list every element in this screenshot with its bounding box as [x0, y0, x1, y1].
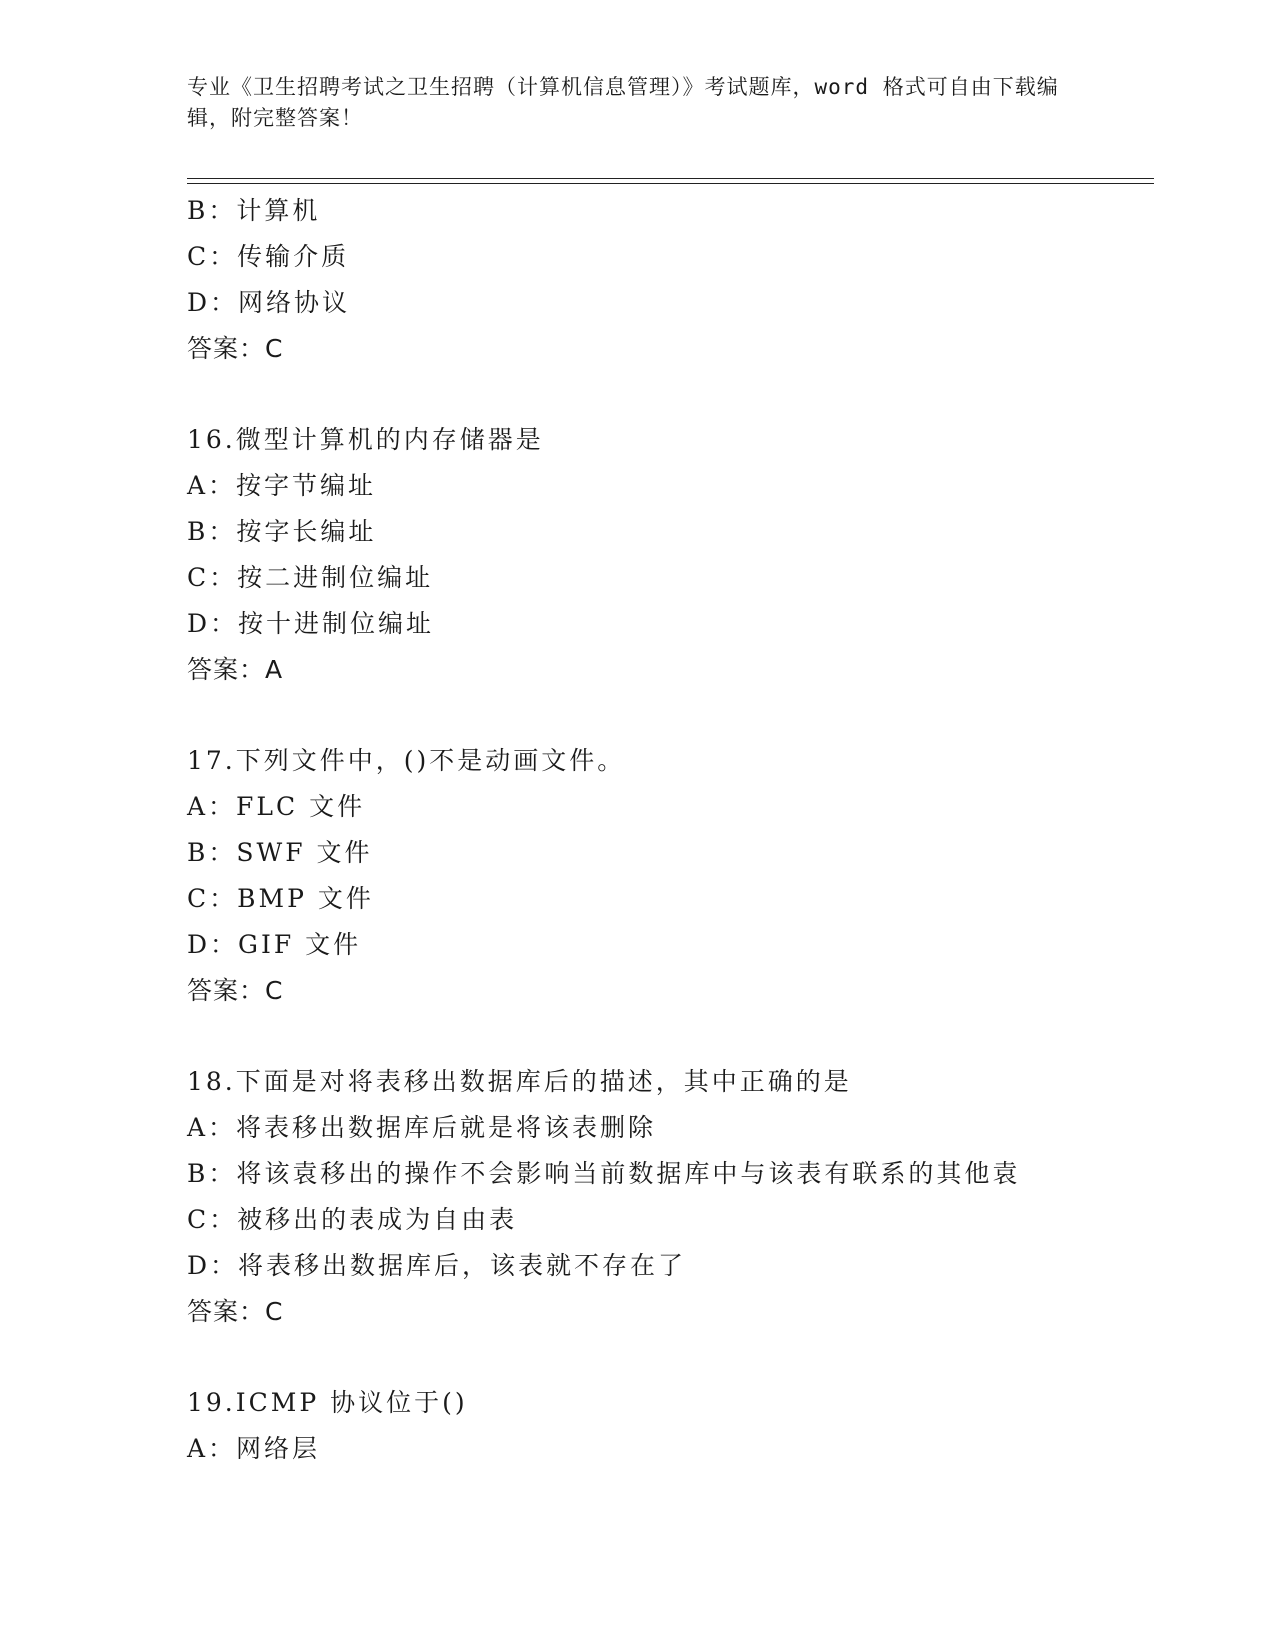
option-a: A：按字节编址: [187, 471, 377, 500]
header-divider-bottom: [187, 183, 1154, 184]
option-b: B：SWF 文件: [187, 838, 373, 867]
block-spacer: [187, 693, 1147, 738]
question-text: 16.微型计算机的内存储器是: [187, 425, 544, 454]
option-b: B：按字长编址: [187, 517, 377, 546]
option-a: A：FLC 文件: [187, 792, 366, 821]
question-list: [187, 188, 1147, 1472]
option-c: C：传输介质: [187, 242, 350, 271]
question-block: [187, 1380, 1147, 1472]
answer-line: 答案：C: [187, 1297, 284, 1326]
option-c: C：被移出的表成为自由表: [187, 1205, 518, 1234]
option-b: B：将该袁移出的操作不会影响当前数据库中与该表有联系的其他袁: [187, 1159, 1021, 1188]
option-d: D：将表移出数据库后，该表就不存在了: [187, 1251, 687, 1280]
block-spacer: [187, 1335, 1147, 1380]
question-text: 17.下列文件中，()不是动画文件。: [187, 746, 626, 775]
question-block: [187, 738, 1147, 1014]
option-c: C：按二进制位编址: [187, 563, 434, 592]
header-text: 专业《卫生招聘考试之卫生招聘（计算机信息管理）》考试题库，word 格式可自由下载编辑，附完整答案！: [187, 75, 1059, 130]
option-a: A：网络层: [187, 1434, 321, 1463]
block-spacer: [187, 372, 1147, 417]
header-divider-top: [187, 178, 1154, 179]
option-c: C：BMP 文件: [187, 884, 374, 913]
answer-line: 答案：C: [187, 334, 284, 363]
option-a: A：将表移出数据库后就是将该表删除: [187, 1113, 657, 1142]
answer-line: 答案：A: [187, 655, 284, 684]
answer-line: 答案：C: [187, 976, 284, 1005]
document-header: [187, 72, 1067, 134]
question-text: 19.ICMP 协议位于(): [187, 1388, 468, 1417]
question-block: [187, 188, 1147, 372]
option-d: D：按十进制位编址: [187, 609, 435, 638]
question-block: [187, 1059, 1147, 1335]
option-d: D：GIF 文件: [187, 930, 362, 959]
block-spacer: [187, 1014, 1147, 1059]
question-block: [187, 417, 1147, 693]
option-b: B：计算机: [187, 196, 321, 225]
question-text: 18.下面是对将表移出数据库后的描述，其中正确的是: [187, 1067, 852, 1096]
option-d: D：网络协议: [187, 288, 351, 317]
